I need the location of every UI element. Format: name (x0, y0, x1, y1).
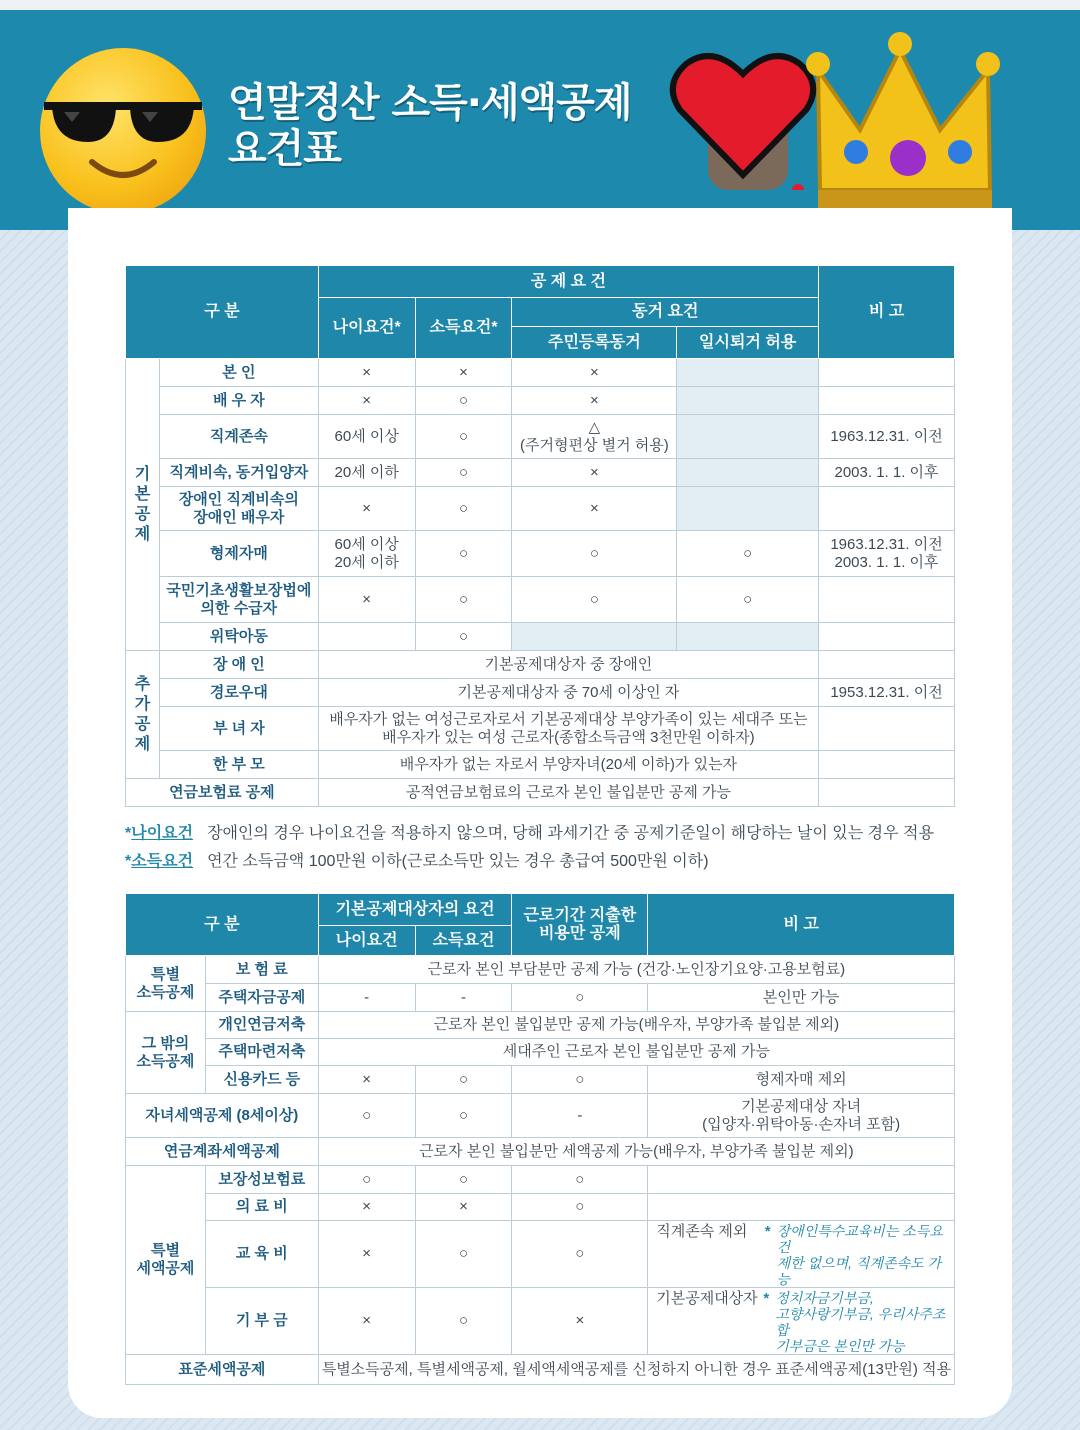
row-label: 경로우대 (159, 679, 318, 707)
cell-income: × (415, 359, 512, 387)
cell-period: ○ (512, 1166, 648, 1194)
t2-header-dependent: 기본공제대상자의 요건 (318, 894, 512, 926)
table-row (126, 1288, 955, 1355)
cell-period: - (512, 1094, 648, 1138)
title-line-1: 연말정산 소득·세액공제 (228, 80, 632, 126)
t2-header-period: 근로기간 지출한 비용만 공제 (512, 894, 648, 956)
t1-header-requirements: 공 제 요 건 (318, 266, 818, 298)
top-strip (0, 0, 1080, 10)
table-row (126, 751, 955, 779)
cell-resident: × (512, 459, 677, 487)
group-additional-deduction: 추 가 공 제 (126, 651, 160, 779)
row-label: 직계존속 (159, 415, 318, 459)
table-row (126, 1066, 955, 1094)
cell-text: 세대주인 근로자 본인 불입분만 공제 가능 (318, 1039, 954, 1066)
note-star: * (125, 853, 132, 870)
note-right: 정치자금기부금, 고향사랑기부금, 우리사주조합 기부금은 본인만 가능 (775, 1290, 946, 1354)
note-right: 장애인특수교육비는 소득요건 제한 없으며, 직계존속도 가능 (776, 1223, 943, 1287)
heart-sticker-icon (668, 40, 818, 190)
t1-header-resident: 주민등록동거 (512, 327, 677, 359)
row-label: 연금계좌세액공제 (126, 1138, 319, 1166)
note-age-key: 나이요건 (131, 825, 194, 842)
cell-age: × (318, 577, 415, 623)
cell-period: × (512, 1288, 648, 1355)
row-label: 의 료 비 (205, 1194, 318, 1221)
note-star: * (764, 1223, 771, 1240)
table-row (126, 679, 955, 707)
cell-note: 기본공제대상 자녀 (입양자·위탁아동·손자녀 포함) (648, 1094, 955, 1138)
table-row (126, 459, 955, 487)
group-special-income: 특별 소득공제 (126, 956, 206, 1012)
cell-income: ○ (415, 487, 512, 531)
table-row (126, 651, 955, 679)
table-row (126, 1221, 955, 1288)
cell-income: ○ (415, 1094, 512, 1138)
cell-note (648, 1166, 955, 1194)
t2-header-age: 나이요건 (318, 926, 415, 956)
cell-note (648, 1194, 955, 1221)
cell-income: ○ (415, 459, 512, 487)
cell-period: ○ (512, 1221, 648, 1288)
row-label: 본 인 (159, 359, 318, 387)
cell-text: 기본공제대상자 중 장애인 (318, 651, 818, 679)
requirement-notes (125, 820, 955, 876)
cell-resident: × (512, 487, 677, 531)
note-star: * (125, 825, 132, 842)
cell-note (819, 487, 955, 531)
note-age-text: 장애인의 경우 나이요건을 적용하지 않으며, 당해 과세기간 중 공제기준일이 해당하는 날이 있는 경우 적용 (207, 825, 934, 842)
row-label: 직계비속, 동거입양자 (159, 459, 318, 487)
cell-income: ○ (415, 415, 512, 459)
row-label: 위탁아동 (159, 623, 318, 651)
row-label: 한 부 모 (159, 751, 318, 779)
cell-income: ○ (415, 1066, 512, 1094)
note-star: * (763, 1290, 770, 1307)
row-label: 기 부 금 (205, 1288, 318, 1355)
group-special-tax: 특별 세액공제 (126, 1166, 206, 1355)
cell-age (318, 623, 415, 651)
cell-note: 1963.12.31. 이전 (819, 415, 955, 459)
cell-period: ○ (512, 1066, 648, 1094)
cell-age: × (318, 359, 415, 387)
cell-text: 배우자가 없는 여성근로자로서 기본공제대상 부양가족이 있는 세대주 또는 배우자가 있는 여성 근로자(종합소득금액 3천만원 이하자) (318, 707, 818, 751)
cell-resident (512, 623, 677, 651)
cell-age: × (318, 487, 415, 531)
cell-age: 20세 이하 (318, 459, 415, 487)
cell-age: × (318, 1066, 415, 1094)
table-row (126, 1138, 955, 1166)
cell-temp (677, 359, 819, 387)
table-row (126, 387, 955, 415)
deduction-items-table (125, 893, 955, 1385)
table-row (126, 531, 955, 577)
cell-note (819, 751, 955, 779)
cell-text: 기본공제대상자 중 70세 이상인 자 (318, 679, 818, 707)
cell-note (648, 1288, 955, 1355)
cell-income: ○ (415, 531, 512, 577)
cell-income: ○ (415, 623, 512, 651)
cell-resident: ○ (512, 531, 677, 577)
row-label: 주택자금공제 (205, 984, 318, 1012)
cell-note (819, 651, 955, 679)
t1-header-cohab: 동거 요건 (512, 298, 819, 327)
row-label: 부 녀 자 (159, 707, 318, 751)
table-row (126, 487, 955, 531)
cell-age: × (318, 1221, 415, 1288)
cell-age: 60세 이상 20세 이하 (318, 531, 415, 577)
cell-note: 1953.12.31. 이전 (819, 679, 955, 707)
table-row (126, 1012, 955, 1039)
cell-text: 근로자 본인 불입분만 세액공제 가능(배우자, 부양가족 불입분 제외) (318, 1138, 954, 1166)
cell-note (819, 577, 955, 623)
table-row (126, 707, 955, 751)
group-basic-deduction: 기 본 공 제 (126, 359, 160, 651)
cell-temp: ○ (677, 577, 819, 623)
cell-note: 2003. 1. 1. 이후 (819, 459, 955, 487)
table-row (126, 1039, 955, 1066)
cell-temp (677, 387, 819, 415)
table-row (126, 577, 955, 623)
t2-header-income: 소득요건 (415, 926, 512, 956)
cell-income: ○ (415, 387, 512, 415)
cell-age: × (318, 1288, 415, 1355)
cell-income: ○ (415, 1288, 512, 1355)
cell-resident: ○ (512, 577, 677, 623)
title-line-2: 요건표 (228, 126, 341, 172)
table-row (126, 359, 955, 387)
cell-age: - (318, 984, 415, 1012)
cell-age: 60세 이상 (318, 415, 415, 459)
t1-header-note: 비 고 (819, 266, 955, 359)
cell-note (819, 779, 955, 807)
row-label: 신용카드 등 (205, 1066, 318, 1094)
t1-header-age: 나이요건* (318, 298, 415, 359)
deduction-requirements-table (125, 265, 955, 807)
cell-income: × (415, 1194, 512, 1221)
row-label: 개인연금저축 (205, 1012, 318, 1039)
cell-text: 근로자 본인 부담분만 공제 가능 (건강·노인장기요양·고용보험료) (318, 956, 954, 984)
table-row (126, 956, 955, 984)
t2-header-note: 비 고 (648, 894, 955, 956)
cell-age: ○ (318, 1094, 415, 1138)
cell-temp (677, 415, 819, 459)
cell-note (819, 623, 955, 651)
row-label: 보장성보험료 (205, 1166, 318, 1194)
table-row (126, 1094, 955, 1138)
cell-period: ○ (512, 984, 648, 1012)
table-row (126, 623, 955, 651)
cell-text: 배우자가 없는 자로서 부양자녀(20세 이하)가 있는자 (318, 751, 818, 779)
cell-income: ○ (415, 1221, 512, 1288)
group-other-income: 그 밖의 소득공제 (126, 1012, 206, 1094)
cell-note: 1963.12.31. 이전 2003. 1. 1. 이후 (819, 531, 955, 577)
cell-note: 본인만 가능 (648, 984, 955, 1012)
page-title (228, 80, 632, 172)
cell-note (819, 359, 955, 387)
cell-temp (677, 459, 819, 487)
note-income-key: 소득요건 (131, 853, 194, 870)
crown-sticker-icon (800, 30, 1020, 210)
cell-note (819, 707, 955, 751)
table-row (126, 779, 955, 807)
cell-period: ○ (512, 1194, 648, 1221)
note-age (125, 820, 955, 848)
table-row (126, 1355, 955, 1385)
cell-resident: × (512, 387, 677, 415)
cell-temp (677, 487, 819, 531)
row-label: 보 험 료 (205, 956, 318, 984)
table-row (126, 1166, 955, 1194)
table-row (126, 984, 955, 1012)
cell-temp (677, 623, 819, 651)
row-label: 연금보험료 공제 (126, 779, 319, 807)
row-label: 교 육 비 (205, 1221, 318, 1288)
row-label: 장애인 직계비속의 장애인 배우자 (159, 487, 318, 531)
row-label: 자녀세액공제 (8세이상) (126, 1094, 319, 1138)
cell-note: 형제자매 제외 (648, 1066, 955, 1094)
cell-note (648, 1221, 955, 1288)
table-row (126, 415, 955, 459)
row-label: 형제자매 (159, 531, 318, 577)
cell-income: - (415, 984, 512, 1012)
cell-resident: × (512, 359, 677, 387)
row-label: 장 애 인 (159, 651, 318, 679)
cell-text: 특별소득공제, 특별세액공제, 월세액세액공제를 신청하지 아니한 경우 표준세액공제(13만원) 적용 (318, 1355, 954, 1385)
note-left: 기본공제대상자 (656, 1290, 758, 1307)
note-income-text: 연간 소득금액 100만원 이하(근로소득만 있는 경우 총급여 500만원 이하) (207, 853, 709, 870)
table-row (126, 1194, 955, 1221)
t1-header-category: 구 분 (126, 266, 319, 359)
note-left: 직계존속 제외 (656, 1223, 748, 1240)
cell-income: ○ (415, 577, 512, 623)
t2-header-category: 구 분 (126, 894, 319, 956)
row-label: 국민기초생활보장법에 의한 수급자 (159, 577, 318, 623)
cell-age: × (318, 387, 415, 415)
cell-age: × (318, 1194, 415, 1221)
t1-header-income: 소득요건* (415, 298, 512, 359)
sunglasses-emoji-icon (40, 48, 206, 214)
cell-resident: △ (주거형편상 별거 허용) (512, 415, 677, 459)
t1-header-temp: 일시퇴거 허용 (677, 327, 819, 359)
row-label: 배 우 자 (159, 387, 318, 415)
cell-note (819, 387, 955, 415)
cell-text: 근로자 본인 불입분만 공제 가능(배우자, 부양가족 불입분 제외) (318, 1012, 954, 1039)
row-label: 표준세액공제 (126, 1355, 319, 1385)
note-income (125, 848, 955, 876)
cell-temp: ○ (677, 531, 819, 577)
cell-income: ○ (415, 1166, 512, 1194)
row-label: 주택마련저축 (205, 1039, 318, 1066)
cell-text: 공적연금보험료의 근로자 본인 불입분만 공제 가능 (318, 779, 818, 807)
cell-age: ○ (318, 1166, 415, 1194)
